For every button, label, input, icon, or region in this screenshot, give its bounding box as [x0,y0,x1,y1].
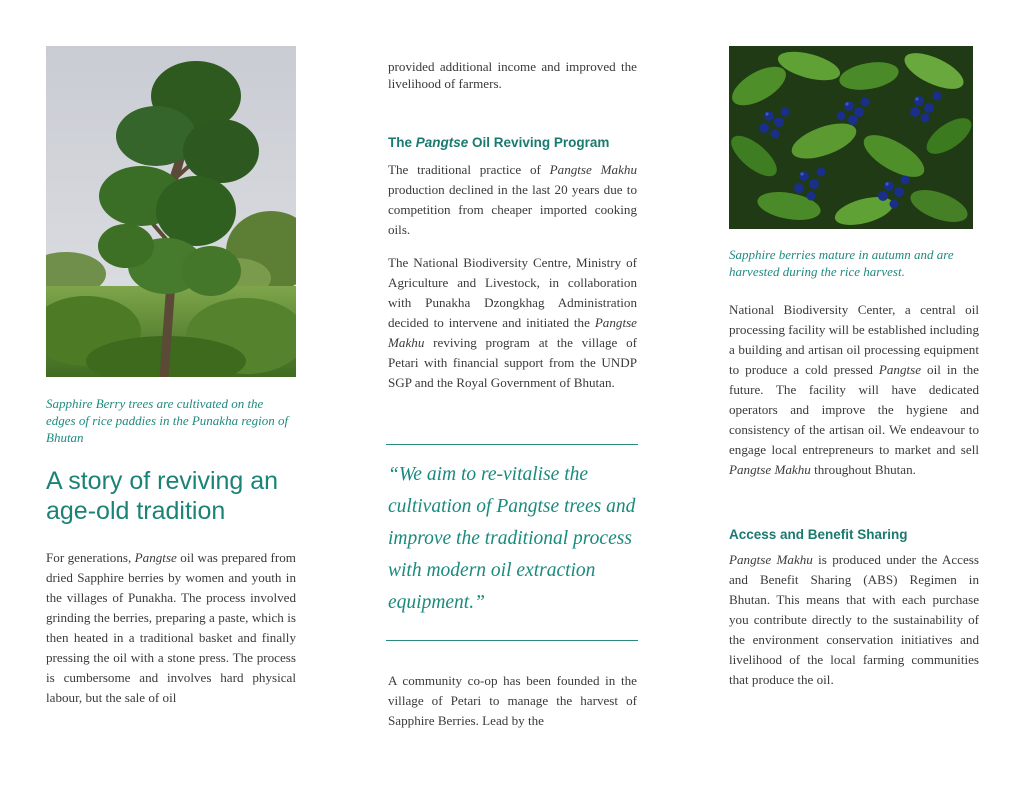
decline-paragraph: The traditional practice of Pangtse Makhu production declined in the last 20 years due to competition from cheaper imported cooking oils. [388,162,637,237]
tree-photo-caption: Sapphire Berry trees are cultivated on the edges of rice paddies in the Punakha region of Bhutan [46,396,289,445]
sapphire-tree-photo [46,46,296,377]
sapphire-berries-photo [729,46,973,229]
abs-paragraph: Pangtse Makhu is produced under the Access and Benefit Sharing (ABS) Regimen in Bhutan. This means that with each purchase you contribute directly to the sustainability of the environment conservation initiatives and livelihood of the local farming communities that produce the oil. [729,552,979,687]
page-title: A story of reviving an age-old tradition [46,467,279,525]
program-paragraph: The National Biodiversity Centre, Ministry of Agriculture and Livestock, in collaboration with Punakha Dzongkhag Administration decided to intervene and initiated the Pangtse Makhu reviving program at the village of Petari with financial support from the UNDP SGP and the Royal Government of Bhutan. [388,255,637,390]
quote-divider-bottom [386,640,638,641]
intro-paragraph: For generations, Pangtse oil was prepared from dried Sapphire berries by women and youth in the villages of Punakha. The process involved grinding the berries, preparing a paste, which is then heated in a traditional basket and finally pressing the oil with a stone press. The process is cumbersome and involves hard physical labour, but the sale of oil [46,550,296,705]
section-heading-reviving-program: The Pangtse Oil Reviving Program [388,135,610,150]
continued-paragraph: provided additional income and improved the livelihood of farmers. [388,59,637,91]
section-heading-abs: Access and Benefit Sharing [729,527,908,542]
coop-paragraph: A community co-op has been founded in the village of Petari to manage the harvest of Sapphire Berries. Lead by the [388,673,637,728]
facility-paragraph: National Biodiversity Center, a central oil processing facility will be established including a building and artisan oil processing equipment to produce a cold pressed Pangtse oil in the future. The facility will have dedicated operators and improve the hygiene and consistency of the artisan oil. We endeavour to engage local entrepreneurs to market and sell Pangtse Makhu throughout Bhutan. [729,302,979,477]
berries-photo-caption: Sapphire berries mature in autumn and are harvested during the rice harvest. [729,247,954,279]
quote-divider-top [386,444,638,445]
pull-quote: “We aim to re-vitalise the cultivation of Pangtse trees and improve the traditional process with modern oil extraction equipment.” [388,464,636,613]
